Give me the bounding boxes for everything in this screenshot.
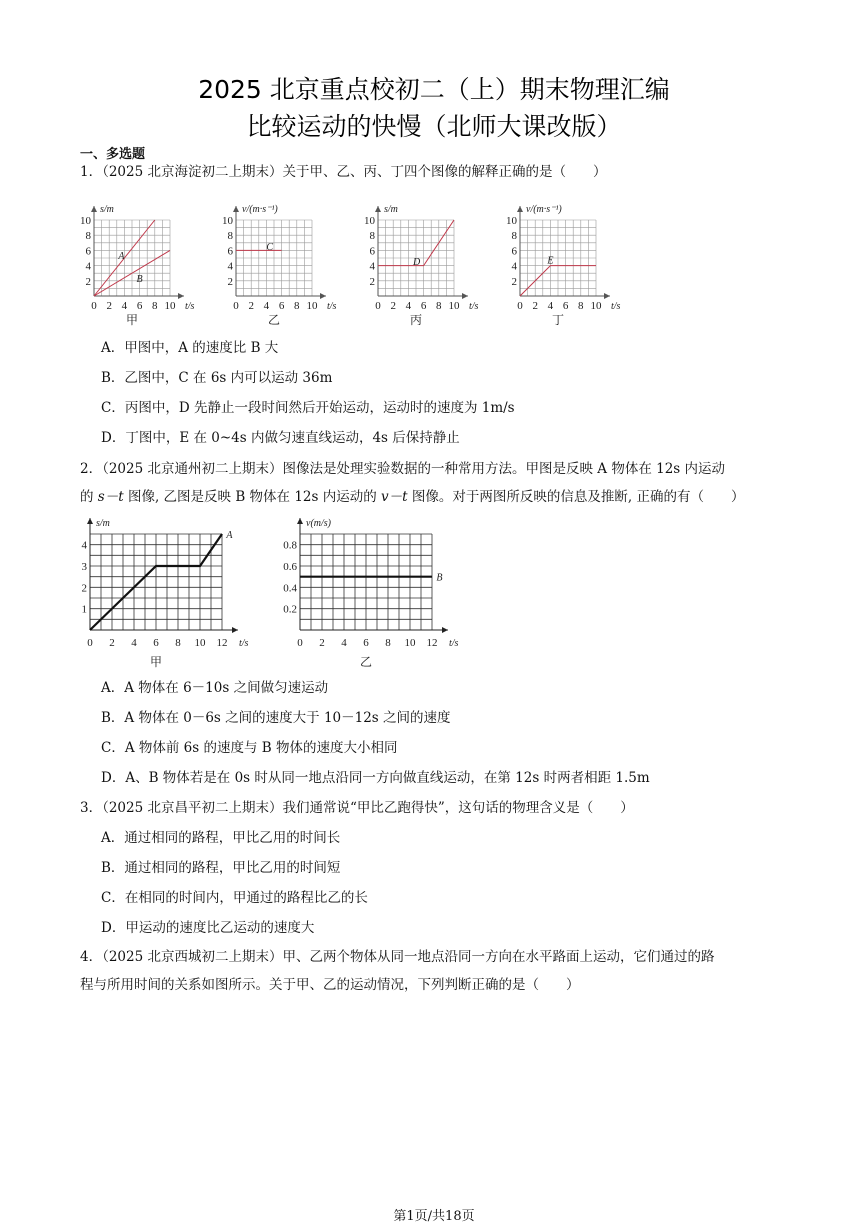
x-tick-label: 2 bbox=[390, 300, 396, 312]
x-tick-label: 8 bbox=[175, 637, 181, 649]
y-tick-label: 4 bbox=[369, 260, 375, 273]
y-axis-label: s/m bbox=[96, 518, 110, 529]
x-tick-label: 0 bbox=[91, 300, 97, 312]
chart-caption: 丁 bbox=[551, 313, 565, 327]
x-tick-label: 8 bbox=[385, 637, 391, 649]
y-axis-arrow bbox=[297, 518, 303, 524]
y-tick-label: 6 bbox=[85, 245, 91, 258]
series-label-B: B bbox=[136, 273, 143, 285]
y-axis-label: v(m/s) bbox=[306, 518, 331, 529]
x-tick-label: 10 bbox=[164, 300, 176, 312]
y-axis-label: s/m bbox=[100, 204, 114, 215]
x-axis-label: t/s bbox=[185, 301, 195, 312]
series-label-B: B bbox=[436, 572, 443, 584]
section-heading: 一、多选题 bbox=[80, 147, 146, 162]
x-axis-arrow bbox=[604, 293, 610, 299]
y-axis-label: s/m bbox=[384, 204, 398, 215]
y-axis-arrow bbox=[87, 518, 93, 524]
x-tick-label: 8 bbox=[294, 300, 300, 312]
y-tick-label: 4 bbox=[81, 539, 87, 552]
q4-stem-line1: 4．（2025 北京西城初二上期末）甲、乙两个物体从同一地点沿同一方向在水平路面上运动，它们通过的路 bbox=[80, 949, 715, 965]
question-3-stem: 3．（2025 北京昌平初二上期末）我们通常说“甲比乙跑得快”，这句话的物理含义是（ ） bbox=[80, 800, 634, 816]
x-tick-label: 4 bbox=[121, 300, 128, 312]
y-tick-label: 3 bbox=[81, 561, 87, 573]
y-axis-label: v/(m·s⁻¹) bbox=[242, 204, 278, 215]
q1-chart-ding bbox=[506, 190, 646, 330]
x-tick-label: 4 bbox=[341, 637, 347, 649]
y-axis-arrow bbox=[375, 206, 381, 212]
x-tick-label: 8 bbox=[578, 300, 584, 312]
y-tick-label: 2 bbox=[227, 275, 233, 288]
y-tick-label: 4 bbox=[85, 260, 91, 273]
y-tick-label: 8 bbox=[369, 230, 375, 243]
q2-stem-line1: 2．（2025 北京通州初二上期末）图像法是处理实验数据的一种常用方法。甲图是反映 A 物体在 12s 内运动 bbox=[80, 461, 726, 477]
y-tick-label: 2 bbox=[81, 582, 87, 595]
y-tick-label: 8 bbox=[511, 230, 517, 243]
q1-option-d: D．丁图中，E 在 0~4s 内做匀速直线运动，4s 后保持静止 bbox=[101, 430, 460, 446]
x-tick-label: 4 bbox=[263, 300, 270, 312]
q3-option-a: A．通过相同的路程，甲比乙用的时间长 bbox=[101, 830, 341, 846]
x-tick-label: 2 bbox=[319, 637, 325, 649]
question-1-stem: 1．（2025 北京海淀初二上期末）关于甲、乙、丙、丁四个图像的解释正确的是（ ） bbox=[80, 164, 607, 180]
q1-chart-jia bbox=[80, 190, 220, 330]
series-label-A: A bbox=[226, 530, 233, 541]
y-tick-label: 0.6 bbox=[283, 561, 297, 573]
y-axis-arrow bbox=[233, 206, 239, 212]
x-tick-label: 10 bbox=[448, 300, 460, 312]
x-tick-label: 6 bbox=[562, 300, 569, 312]
q3-option-b: B．通过相同的路程，甲比乙用的时间短 bbox=[101, 860, 341, 876]
x-tick-label: 2 bbox=[532, 300, 538, 312]
y-tick-label: 8 bbox=[227, 230, 233, 243]
q3-option-d: D．甲运动的速度比乙运动的速度大 bbox=[101, 920, 315, 936]
q1-chart-yi bbox=[222, 190, 362, 330]
document-subtitle: 比较运动的快慢（北师大课改版） bbox=[246, 112, 622, 141]
document-title: 2025 北京重点校初二（上）期末物理汇编 bbox=[198, 75, 670, 104]
x-tick-label: 10 bbox=[404, 637, 416, 649]
x-tick-label: 6 bbox=[420, 300, 427, 312]
q2-stem-st: s－t bbox=[97, 489, 124, 505]
x-tick-label: 6 bbox=[363, 637, 369, 649]
q2-option-a: A．A 物体在 6－10s 之间做匀速运动 bbox=[101, 680, 329, 696]
page-footer: 第1页/共18页 bbox=[393, 1209, 475, 1224]
q2-stem-pre: 的 bbox=[80, 489, 98, 505]
y-tick-label: 2 bbox=[85, 275, 91, 288]
y-tick-label: 0.2 bbox=[283, 603, 297, 616]
y-tick-label: 10 bbox=[364, 215, 375, 227]
y-tick-label: 10 bbox=[506, 215, 517, 227]
y-axis-arrow bbox=[517, 206, 523, 212]
chart-caption: 乙 bbox=[359, 655, 373, 669]
x-axis-arrow bbox=[320, 293, 326, 299]
series-label-E: E bbox=[547, 255, 554, 267]
x-axis-label: t/s bbox=[611, 301, 621, 312]
x-tick-label: 10 bbox=[590, 300, 602, 312]
q2-stem-vt: v－t bbox=[381, 489, 408, 505]
x-tick-label: 0 bbox=[87, 637, 93, 649]
chart-caption: 丙 bbox=[409, 313, 423, 327]
x-axis-label: t/s bbox=[469, 301, 479, 312]
x-axis-arrow bbox=[178, 293, 184, 299]
x-tick-label: 4 bbox=[131, 637, 137, 649]
q2-option-c: C．A 物体前 6s 的速度与 B 物体的速度大小相同 bbox=[101, 740, 398, 756]
y-tick-label: 1 bbox=[81, 603, 87, 616]
x-tick-label: 6 bbox=[153, 637, 159, 649]
x-tick-label: 4 bbox=[405, 300, 412, 312]
y-tick-label: 2 bbox=[369, 275, 375, 288]
q1-chart-bing bbox=[364, 190, 504, 330]
x-tick-label: 10 bbox=[194, 637, 206, 649]
y-tick-label: 6 bbox=[369, 245, 375, 258]
question-2-stem bbox=[80, 455, 792, 511]
x-tick-label: 4 bbox=[547, 300, 554, 312]
y-axis-label: v/(m·s⁻¹) bbox=[526, 204, 562, 215]
x-tick-label: 2 bbox=[106, 300, 112, 312]
series-label-C: C bbox=[266, 241, 274, 253]
q2-stem-post: 图像。对于两图所反映的信息及推断, 正确的有（ ） bbox=[407, 489, 745, 505]
q2-stem-mid: 图像, 乙图是反映 B 物体在 12s 内运动的 bbox=[123, 489, 382, 505]
q1-option-c: C．丙图中，D 先静止一段时间然后开始运动，运动时的速度为 1m/s bbox=[101, 400, 515, 416]
x-tick-label: 8 bbox=[436, 300, 442, 312]
chart-caption: 乙 bbox=[267, 313, 281, 327]
question-4-stem bbox=[80, 943, 792, 999]
q4-stem-line2: 程与所用时间的关系如图所示。关于甲、乙的运动情况，下列判断正确的是（ ） bbox=[80, 977, 580, 993]
q1-option-b: B．乙图中，C 在 6s 内可以运动 36m bbox=[101, 370, 333, 386]
x-tick-label: 0 bbox=[297, 637, 303, 649]
q1-option-a: A．甲图中，A 的速度比 B 大 bbox=[101, 340, 279, 356]
x-axis-label: t/s bbox=[239, 638, 249, 649]
q2-option-d: D．A、B 物体若是在 0s 时从同一地点沿同一方向做直线运动，在第 12s 时两者相距 1.5m bbox=[101, 770, 650, 786]
y-tick-label: 6 bbox=[511, 245, 517, 258]
series-label-A: A bbox=[118, 250, 125, 262]
y-tick-label: 0.4 bbox=[283, 582, 297, 595]
y-axis-arrow bbox=[91, 206, 97, 212]
x-axis-arrow bbox=[232, 627, 238, 633]
x-tick-label: 8 bbox=[152, 300, 158, 312]
x-tick-label: 12 bbox=[216, 637, 228, 649]
y-tick-label: 8 bbox=[85, 230, 91, 243]
y-tick-label: 6 bbox=[227, 245, 233, 258]
chart-caption: 甲 bbox=[125, 313, 139, 327]
x-tick-label: 0 bbox=[517, 300, 523, 312]
q2-chart-yi bbox=[282, 512, 478, 672]
chart-caption: 甲 bbox=[149, 655, 163, 669]
x-axis-arrow bbox=[442, 627, 448, 633]
y-tick-label: 0.8 bbox=[283, 539, 297, 552]
x-axis-label: t/s bbox=[449, 638, 459, 649]
x-tick-label: 0 bbox=[375, 300, 381, 312]
q2-chart-jia bbox=[72, 512, 268, 672]
q2-option-b: B．A 物体在 0－6s 之间的速度大于 10－12s 之间的速度 bbox=[101, 710, 451, 726]
y-tick-label: 4 bbox=[227, 260, 233, 273]
x-tick-label: 0 bbox=[233, 300, 239, 312]
x-axis-label: t/s bbox=[327, 301, 337, 312]
x-tick-label: 2 bbox=[248, 300, 254, 312]
q3-option-c: C．在相同的时间内，甲通过的路程比乙的长 bbox=[101, 890, 368, 906]
x-tick-label: 12 bbox=[426, 637, 438, 649]
x-tick-label: 2 bbox=[109, 637, 115, 649]
y-tick-label: 4 bbox=[511, 260, 517, 273]
x-tick-label: 6 bbox=[136, 300, 143, 312]
x-axis-arrow bbox=[462, 293, 468, 299]
y-tick-label: 10 bbox=[222, 215, 233, 227]
y-tick-label: 10 bbox=[80, 215, 91, 227]
x-tick-label: 6 bbox=[278, 300, 285, 312]
x-tick-label: 10 bbox=[306, 300, 318, 312]
y-tick-label: 2 bbox=[511, 275, 517, 288]
series-label-D: D bbox=[412, 257, 421, 269]
